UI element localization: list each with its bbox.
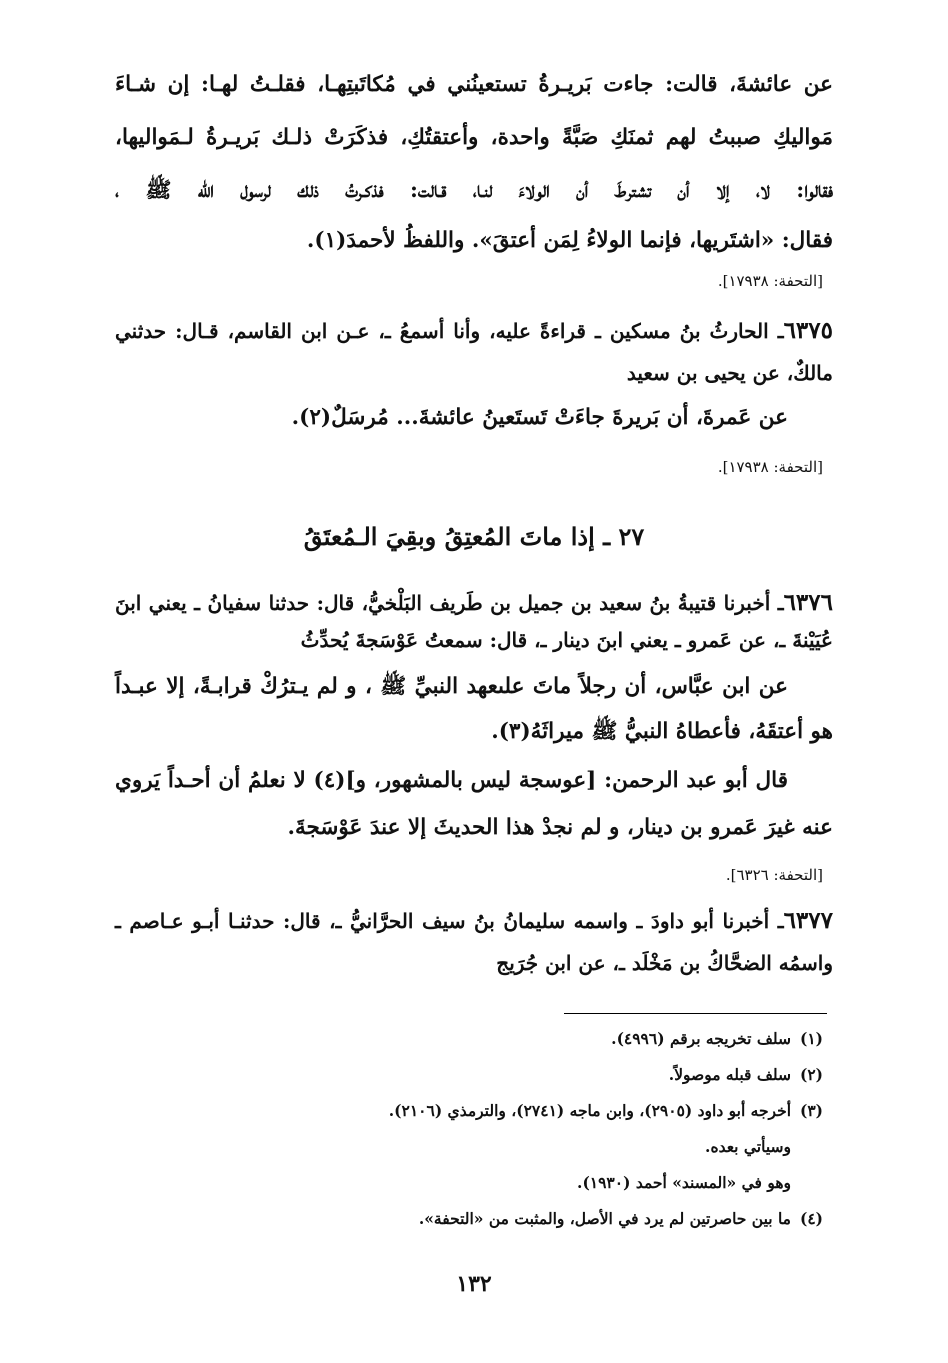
footnote-4: (٤)ما بين حاصرتين لم يرد في الأصل، والمثبت من «التحفة». <box>418 1209 823 1228</box>
hadith-number: ٦٣٧٧ <box>783 907 833 934</box>
footnote-3: (٣)أخرجه أبو داود (٢٩٠٥)، وابن ماجه (٢٧٤١)، والترمذي (٢١٠٦). <box>388 1101 823 1120</box>
hadith-6377-isnad-line-1: ٦٣٧٧ـ أخبرنا أبو داودَ ـ واسمه سليمانُ بنُ سيف الحرَّانيُّ ـ، قال: حدثنـا أبـو عـاصم ـ <box>115 907 833 934</box>
tuhfa-reference: [التحفة: ٦٣٢٦]. <box>725 866 823 884</box>
page-number: ١٣٢ <box>456 1271 492 1297</box>
hadith-6376-isnad-line-1: ٦٣٧٦ـ أخبرنا قتيبةُ بنُ سعيد بن جميل بن طَريف البَلْخيُّ، قال: حدثنا سفيانُ ـ يعني ابنَ <box>115 589 833 616</box>
hadith-6375-isnad-line-1: ٦٣٧٥ـ الحارثُ بنُ مسكين ـ قراءةً عليه، وأنا أسمعُ ـ، عـن ابن القاسم، قـال: حدثني <box>115 317 833 344</box>
footnote-2: (٢)سلف قبله موصولاً. <box>668 1065 823 1084</box>
hadith-6376-matn-line-1: عن ابن عبَّاس، أن رجلاً ماتَ علىعهد النبيِّ ﷺ ، و لم يـترُكْ قرابـةً، إلا عبـداً <box>115 674 788 699</box>
hadith-6375-isnad-line-2: مالكٌ، عن يحيى بن سعيد <box>626 361 833 385</box>
tuhfa-reference: [التحفة: ١٧٩٣٨]. <box>717 458 823 476</box>
footnote-separator <box>564 1013 827 1014</box>
hadith-number: ٦٣٧٥ <box>783 317 833 344</box>
hadith-6374-line-3: فقالوا: لا، إلا أن تشترطَ أن الولاءَ لنـا، قـالت: فذكـرتُ ذلك لرسول الله ﷺ ، <box>115 178 833 203</box>
footnote-1: (١)سلف تخريجه برقم (٤٩٩٦). <box>611 1029 823 1048</box>
hadith-6377-isnad-line-2: واسمُه الضحَّاكُ بن مَخْلَد ـ، عن ابن جُرَيج <box>496 951 833 975</box>
author-comment-line-1: قال أبو عبد الرحمن: [عوسجة ليس بالمشهور، و](٤) لا نعلمُ أن أحـداً يَروي <box>115 768 788 793</box>
hadith-6376-matn-line-2: هو أعتقَهُ، فأعطاهُ النبيُّ ﷺ ميراثَهُ(٣). <box>491 719 833 744</box>
footnote-3-cont-1: وسيأتي بعده. <box>705 1137 791 1156</box>
author-comment-line-2: عنه غيرَ عَمرو بن دينار، و لم نجدْ هذا الحديثَ إلا عندَ عَوْسَجةَ. <box>287 815 833 840</box>
hadith-6376-isnad-line-2: عُيَيْنةَ ـ، عن عَمرو ـ يعني ابنَ دينار ـ، قال: سمعتُ عَوْسَجةَ يُحدِّثُ <box>300 628 833 652</box>
hadith-number: ٦٣٧٦ <box>783 589 833 616</box>
chapter-heading: ٢٧ ـ إذا ماتَ المُعتِقُ وبقِيَ الـمُعتَقُ <box>303 522 645 551</box>
tuhfa-reference: [التحفة: ١٧٩٣٨]. <box>717 272 823 290</box>
footnote-3-cont-2: وهو في «المسند» أحمد (١٩٣٠). <box>577 1173 791 1192</box>
hadith-6374-line-4: فقال: «اشتَريها، فإنما الولاءُ لِمَن أعتقَ». واللفظُ لأحمدَ(١). <box>306 228 833 253</box>
hadith-6374-line-2: مَواليكِ صببتُ لهم ثمنَكِ صَبَّةً واحدة، وأعتقتُكِ، فذكَرَتْ ذلـك بَريـرةُ لـمَواليها، <box>115 125 833 150</box>
hadith-6375-matn: عن عَمرةَ، أن بَريرةَ جاءَتْ تَستَعينُ عائشةَ... مُرسَلٌ(٢). <box>291 405 788 430</box>
hadith-6374-line-1: عن عائشةَ، قالت: جاءت بَريـرةُ تستعينُني في مُكاتَبتِهـا، فقلـتُ لهـا: إن شـاءَ <box>115 72 833 97</box>
